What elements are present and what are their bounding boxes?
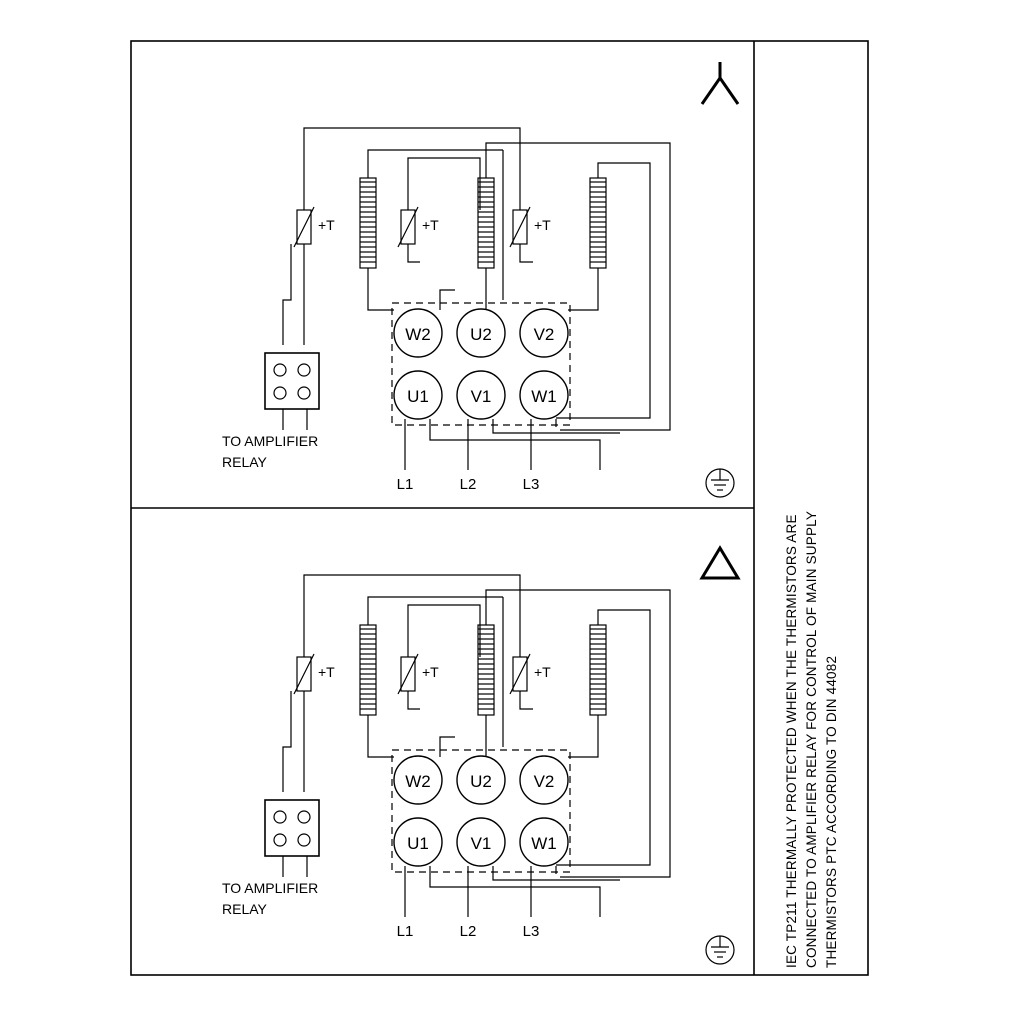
terminal-label: W1: [531, 387, 557, 406]
thermistor-symbol: [294, 207, 314, 247]
thermistor-label: +T: [318, 664, 335, 680]
star-panel-group: [222, 62, 738, 497]
motor-winding-coil: [360, 178, 376, 268]
note-line-1: IEC TP211 THERMALLY PROTECTED WHEN THE THERMISTORS ARE: [784, 514, 799, 968]
star-y-symbol: [702, 62, 738, 104]
terminal-label: U2: [470, 325, 492, 344]
terminal-label: W2: [405, 325, 431, 344]
terminal-label: U1: [407, 834, 429, 853]
amplifier-terminal-box: [265, 353, 319, 409]
phase-label-L2: L2: [459, 476, 477, 493]
thermistor-symbol: [510, 654, 530, 694]
amplifier-caption-line2: RELAY: [222, 454, 267, 470]
delta-panel-group: [222, 548, 738, 964]
phase-label-L3: L3: [522, 476, 540, 493]
note-line-3: THERMISTORS PTC ACCORDING TO DIN 44082: [824, 655, 839, 968]
amplifier-terminal-box: [265, 800, 319, 856]
earth-ground-symbol: [706, 936, 734, 964]
thermistor-label: +T: [422, 217, 439, 233]
earth-ground-symbol: [706, 469, 734, 497]
motor-winding-coil: [590, 625, 606, 715]
thermistor-symbol: [510, 207, 530, 247]
amplifier-caption-line1: TO AMPLIFIER: [222, 880, 319, 896]
thermistor-label: +T: [422, 664, 439, 680]
terminal-label: V1: [470, 834, 492, 853]
phase-label-L1: L1: [396, 923, 414, 940]
terminal-label: V1: [470, 387, 492, 406]
thermistor-symbol: [294, 654, 314, 694]
terminal-label: U1: [407, 387, 429, 406]
thermistor-symbol: [398, 654, 418, 694]
amplifier-caption-line2: RELAY: [222, 901, 267, 917]
thermistor-label: +T: [534, 217, 551, 233]
amplifier-caption-line1: TO AMPLIFIER: [222, 433, 319, 449]
thermistor-label: +T: [534, 664, 551, 680]
phase-wires: [405, 866, 620, 917]
terminal-label: V2: [533, 325, 555, 344]
phase-label-L1: L1: [396, 476, 414, 493]
notes-block: [762, 40, 862, 975]
phase-wires: [405, 419, 620, 470]
phase-label-L3: L3: [522, 923, 540, 940]
phase-label-L2: L2: [459, 923, 477, 940]
note-line-2: CONNECTED TO AMPLIFIER RELAY FOR CONTROL OF MAIN SUPPLY: [804, 510, 819, 968]
terminal-label: W2: [405, 772, 431, 791]
motor-winding-coil: [360, 625, 376, 715]
terminal-label: U2: [470, 772, 492, 791]
delta-triangle-symbol: [702, 548, 738, 578]
terminal-label: V2: [533, 772, 555, 791]
terminal-label: W1: [531, 834, 557, 853]
motor-winding-coil: [590, 178, 606, 268]
thermistor-label: +T: [318, 217, 335, 233]
thermistor-symbol: [398, 207, 418, 247]
